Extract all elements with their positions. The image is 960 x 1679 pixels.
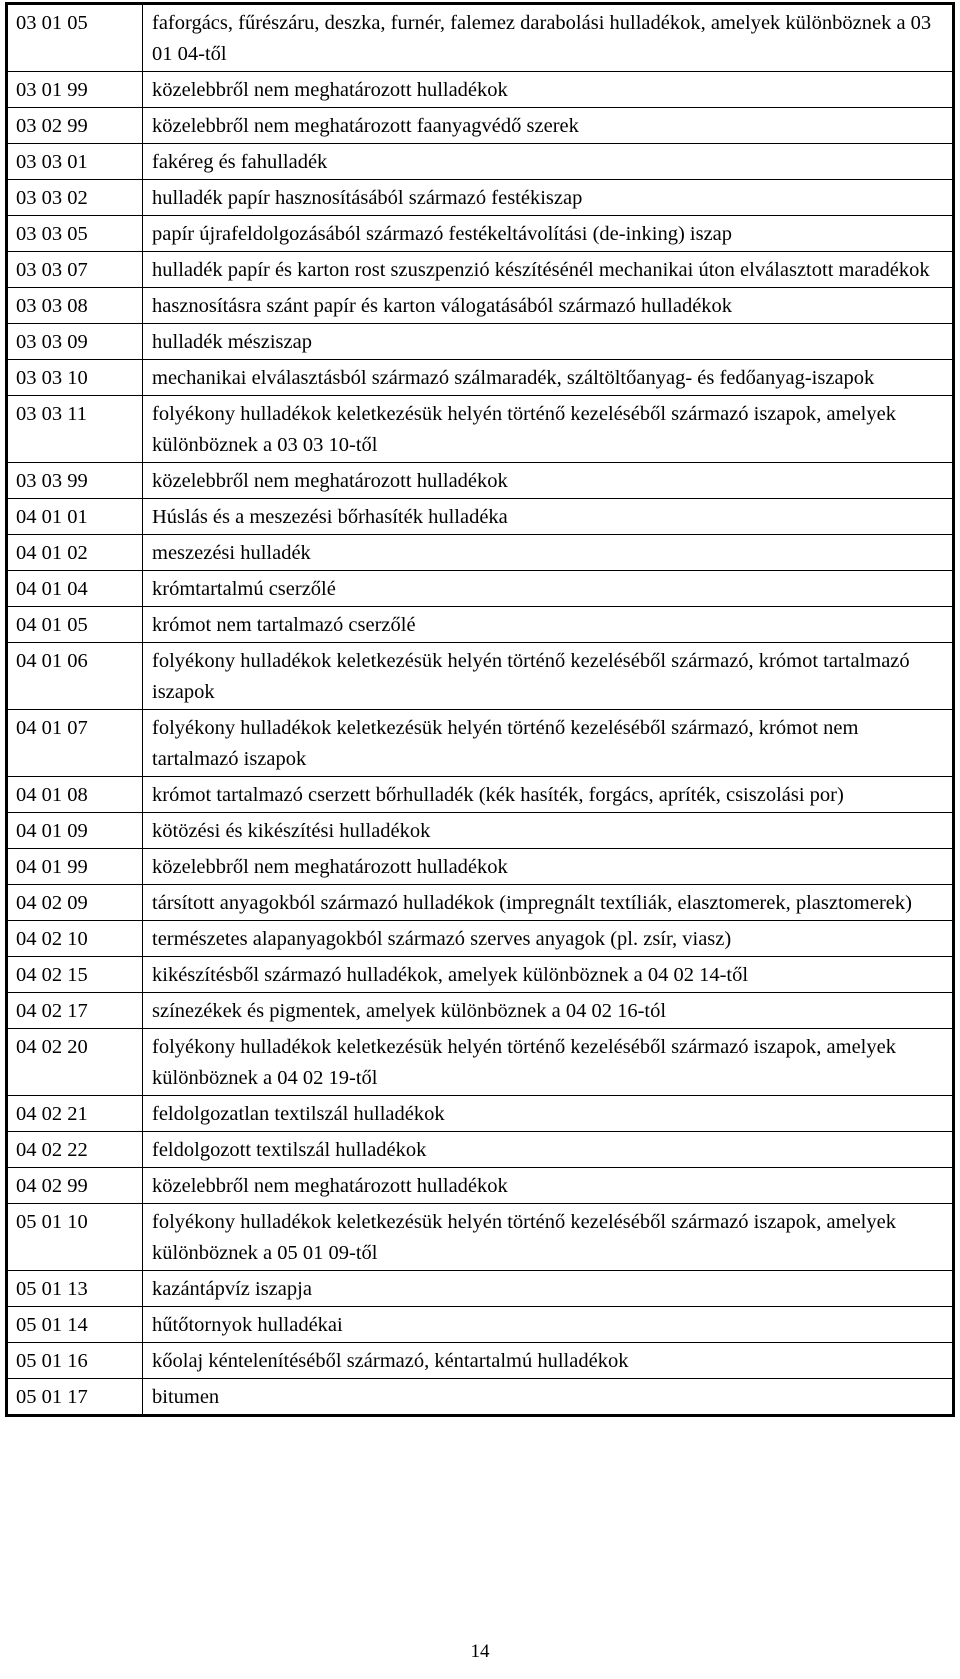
- table-row: [7, 1204, 954, 1271]
- waste-code: 04 02 21: [7, 1096, 143, 1132]
- table-row: [7, 1379, 954, 1416]
- table-row: [7, 813, 954, 849]
- table-row: [7, 535, 954, 571]
- waste-description: kazántápvíz iszapja: [143, 1271, 954, 1307]
- waste-code: 04 01 99: [7, 849, 143, 885]
- waste-description: természetes alapanyagokból származó szerves anyagok (pl. zsír, viasz): [143, 921, 954, 957]
- table-row: [7, 144, 954, 180]
- table-row: [7, 252, 954, 288]
- waste-description: Húslás és a meszezési bőrhasíték hulladéka: [143, 499, 954, 535]
- waste-description: színezékek és pigmentek, amelyek különböznek a 04 02 16-tól: [143, 993, 954, 1029]
- waste-code: 03 03 10: [7, 360, 143, 396]
- waste-code: 05 01 17: [7, 1379, 143, 1416]
- table-row: [7, 643, 954, 710]
- waste-code-table: [5, 2, 955, 1417]
- waste-description: feldolgozatlan textilszál hulladékok: [143, 1096, 954, 1132]
- waste-code: 03 03 01: [7, 144, 143, 180]
- waste-description: krómot tartalmazó cserzett bőrhulladék (kék hasíték, forgács, apríték, csiszolási por): [143, 777, 954, 813]
- waste-code: 04 01 01: [7, 499, 143, 535]
- table-row: [7, 885, 954, 921]
- table-row: [7, 921, 954, 957]
- table-row: [7, 1096, 954, 1132]
- waste-description: társított anyagokból származó hulladékok (impregnált textíliák, elasztomerek, plasztomerek): [143, 885, 954, 921]
- waste-description: folyékony hulladékok keletkezésük helyén történő kezeléséből származó iszapok, amelyek különböznek a 05 01 09-től: [143, 1204, 954, 1271]
- table-row: [7, 72, 954, 108]
- waste-code: 04 02 20: [7, 1029, 143, 1096]
- waste-code: 03 03 07: [7, 252, 143, 288]
- waste-description: fakéreg és fahulladék: [143, 144, 954, 180]
- table-row: [7, 216, 954, 252]
- waste-code: 05 01 10: [7, 1204, 143, 1271]
- table-row: [7, 108, 954, 144]
- waste-code: 03 03 09: [7, 324, 143, 360]
- waste-description: közelebbről nem meghatározott hulladékok: [143, 1168, 954, 1204]
- waste-code: 04 02 15: [7, 957, 143, 993]
- waste-code: 04 02 99: [7, 1168, 143, 1204]
- waste-description: faforgács, fűrészáru, deszka, furnér, falemez darabolási hulladékok, amelyek különböznek a 03 01 04-től: [143, 4, 954, 72]
- waste-description: hulladék papír hasznosításából származó festékiszap: [143, 180, 954, 216]
- waste-description: hulladék mésziszap: [143, 324, 954, 360]
- waste-description: krómot nem tartalmazó cserzőlé: [143, 607, 954, 643]
- waste-code: 03 03 02: [7, 180, 143, 216]
- waste-description: feldolgozott textilszál hulladékok: [143, 1132, 954, 1168]
- waste-code: 03 03 11: [7, 396, 143, 463]
- waste-description: folyékony hulladékok keletkezésük helyén történő kezeléséből származó iszapok, amelyek különböznek a 04 02 19-től: [143, 1029, 954, 1096]
- page-number: 14: [470, 1641, 490, 1662]
- waste-code: 04 01 06: [7, 643, 143, 710]
- waste-description: közelebbről nem meghatározott hulladékok: [143, 849, 954, 885]
- waste-code: 03 01 99: [7, 72, 143, 108]
- waste-code: 04 02 22: [7, 1132, 143, 1168]
- waste-code: 04 01 05: [7, 607, 143, 643]
- waste-code: 04 01 09: [7, 813, 143, 849]
- waste-code: 04 01 07: [7, 710, 143, 777]
- waste-code: 03 02 99: [7, 108, 143, 144]
- table-row: [7, 4, 954, 72]
- waste-description: hasznosításra szánt papír és karton válogatásából származó hulladékok: [143, 288, 954, 324]
- waste-code: 04 01 04: [7, 571, 143, 607]
- table-row: [7, 957, 954, 993]
- table-row: [7, 324, 954, 360]
- waste-description: folyékony hulladékok keletkezésük helyén történő kezeléséből származó, krómot nem tartalmazó iszapok: [143, 710, 954, 777]
- waste-code: 04 01 08: [7, 777, 143, 813]
- table-row: [7, 396, 954, 463]
- table-row: [7, 288, 954, 324]
- waste-code: 04 02 10: [7, 921, 143, 957]
- waste-description: mechanikai elválasztásból származó szálmaradék, száltöltőanyag- és fedőanyag-iszapok: [143, 360, 954, 396]
- table-row: [7, 1343, 954, 1379]
- waste-description: krómtartalmú cserzőlé: [143, 571, 954, 607]
- waste-code: 03 03 05: [7, 216, 143, 252]
- table-row: [7, 993, 954, 1029]
- waste-code: 03 03 99: [7, 463, 143, 499]
- table-row: [7, 180, 954, 216]
- waste-description: közelebbről nem meghatározott hulladékok: [143, 72, 954, 108]
- waste-description: bitumen: [143, 1379, 954, 1416]
- table-row: [7, 777, 954, 813]
- table-row: [7, 710, 954, 777]
- table-row: [7, 1029, 954, 1096]
- waste-description: folyékony hulladékok keletkezésük helyén történő kezeléséből származó iszapok, amelyek különböznek a 03 03 10-től: [143, 396, 954, 463]
- table-row: [7, 607, 954, 643]
- table-row: [7, 463, 954, 499]
- waste-description: folyékony hulladékok keletkezésük helyén történő kezeléséből származó, krómot tartalmazó iszapok: [143, 643, 954, 710]
- table-row: [7, 499, 954, 535]
- waste-description: kötözési és kikészítési hulladékok: [143, 813, 954, 849]
- waste-description: közelebbről nem meghatározott hulladékok: [143, 463, 954, 499]
- waste-description: papír újrafeldolgozásából származó festékeltávolítási (de-inking) iszap: [143, 216, 954, 252]
- waste-code: 05 01 14: [7, 1307, 143, 1343]
- waste-description: kikészítésből származó hulladékok, amelyek különböznek a 04 02 14-től: [143, 957, 954, 993]
- waste-code: 04 02 17: [7, 993, 143, 1029]
- table-row: [7, 1132, 954, 1168]
- waste-code: 03 03 08: [7, 288, 143, 324]
- waste-code: 03 01 05: [7, 4, 143, 72]
- waste-table-body: [7, 4, 954, 1416]
- table-row: [7, 849, 954, 885]
- table-row: [7, 1307, 954, 1343]
- waste-code: 05 01 13: [7, 1271, 143, 1307]
- waste-description: hulladék papír és karton rost szuszpenzió készítésénél mechanikai úton elválasztott maradékok: [143, 252, 954, 288]
- table-row: [7, 1168, 954, 1204]
- waste-description: meszezési hulladék: [143, 535, 954, 571]
- waste-description: közelebbről nem meghatározott faanyagvédő szerek: [143, 108, 954, 144]
- waste-code: 04 02 09: [7, 885, 143, 921]
- waste-code: 04 01 02: [7, 535, 143, 571]
- table-row: [7, 1271, 954, 1307]
- waste-description: kőolaj kéntelenítéséből származó, kéntartalmú hulladékok: [143, 1343, 954, 1379]
- table-row: [7, 571, 954, 607]
- waste-code: 05 01 16: [7, 1343, 143, 1379]
- waste-description: hűtőtornyok hulladékai: [143, 1307, 954, 1343]
- table-row: [7, 360, 954, 396]
